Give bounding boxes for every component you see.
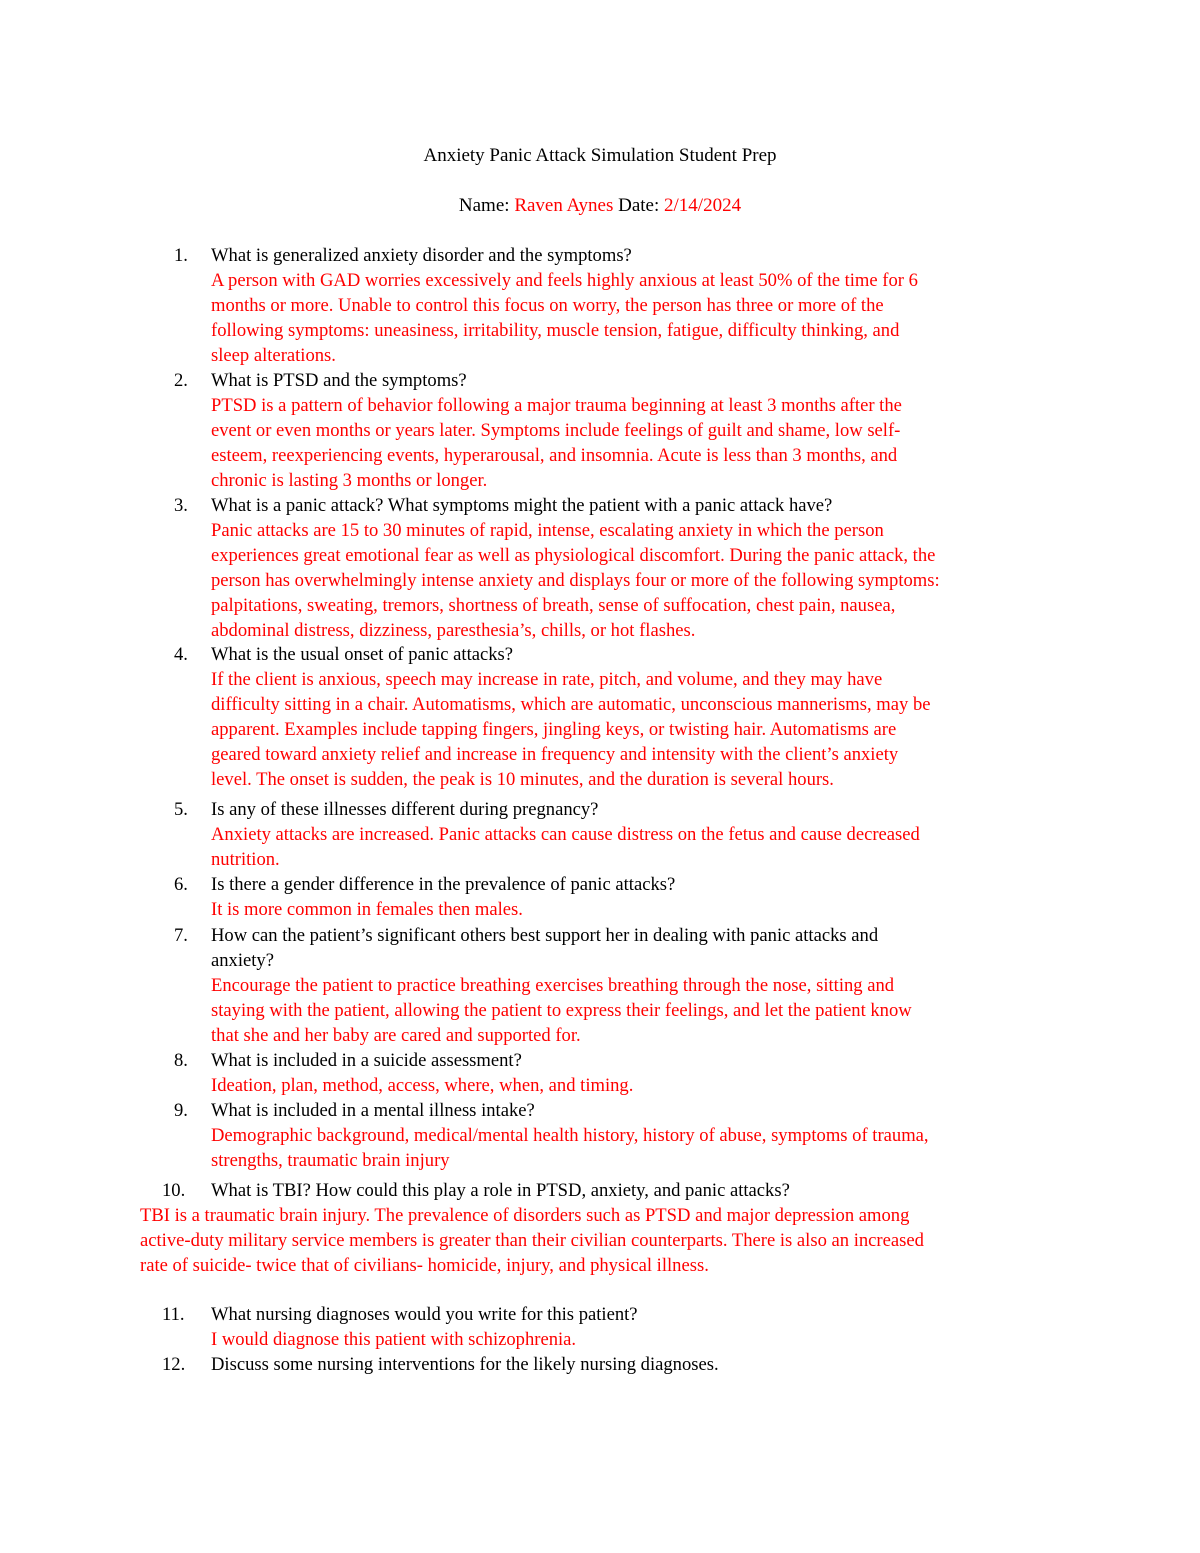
question-line: What is generalized anxiety disorder and the symptoms? [211, 245, 632, 266]
answer-line: abdominal distress, dizziness, paresthesia’s, chills, or hot flashes. [211, 620, 696, 641]
question-line: What is a panic attack? What symptoms might the patient with a panic attack have? [211, 495, 833, 516]
answer-line: that she and her baby are cared and supported for. [211, 1025, 581, 1046]
question-line: How can the patient’s significant others best support her in dealing with panic attacks and [211, 925, 879, 946]
item-number: 12. [162, 1354, 186, 1375]
question-line: Is any of these illnesses different during pregnancy? [211, 799, 599, 820]
answer-line: apparent. Examples include tapping fingers, jingling keys, or twisting hair. Automatisms are [211, 719, 897, 740]
answer-line: If the client is anxious, speech may increase in rate, pitch, and volume, and they may have [211, 669, 883, 690]
answer-line: active-duty military service members is greater than their civilian counterparts. There is also an increased [140, 1230, 924, 1251]
question-text [211, 1352, 1071, 1377]
name-date-line [0, 193, 1200, 218]
question-line: Discuss some nursing interventions for the likely nursing diagnoses. [211, 1354, 719, 1375]
answer-line: Ideation, plan, method, access, where, when, and timing. [211, 1075, 634, 1096]
answer-text [211, 268, 1071, 368]
question-line: What is included in a suicide assessment? [211, 1050, 522, 1071]
answer-text [211, 897, 1071, 922]
answer-line: sleep alterations. [211, 345, 336, 366]
answer-line: level. The onset is sudden, the peak is 10 minutes, and the duration is several hours. [211, 769, 834, 790]
answer-line: months or more. Unable to control this focus on worry, the person has three or more of the [211, 295, 884, 316]
question-text [211, 923, 1071, 973]
date-label: Date: [613, 195, 665, 216]
question-text [211, 797, 1071, 822]
date-value: 2/14/2024 [664, 195, 742, 216]
answer-line: chronic is lasting 3 months or longer. [211, 470, 488, 491]
question-text [211, 243, 1071, 268]
answer-line: A person with GAD worries excessively and feels highly anxious at least 50% of the time for 6 [211, 270, 918, 291]
question-text [211, 872, 1071, 897]
answer-text [140, 1203, 1060, 1278]
answer-line: Panic attacks are 15 to 30 minutes of rapid, intense, escalating anxiety in which the person [211, 520, 884, 541]
question-text [211, 368, 1071, 393]
question-text [211, 1098, 1071, 1123]
item-number: 2. [174, 370, 188, 391]
answer-line: staying with the patient, allowing the patient to express their feelings, and let the patient know [211, 1000, 912, 1021]
answer-line: esteem, reexperiencing events, hyperarousal, and insomnia. Acute is less than 3 months, and [211, 445, 898, 466]
answer-line: person has overwhelmingly intense anxiety and displays four or more of the following symptoms: [211, 570, 940, 591]
item-number: 3. [174, 495, 188, 516]
question-line: What is the usual onset of panic attacks? [211, 644, 514, 665]
question-text [211, 1302, 1071, 1327]
answer-text [211, 973, 1071, 1048]
item-number: 1. [174, 245, 188, 266]
item-number: 9. [174, 1100, 188, 1121]
answer-line: rate of suicide- twice that of civilians- homicide, injury, and physical illness. [140, 1255, 709, 1276]
answer-line: difficulty sitting in a chair. Automatisms, which are automatic, unconscious mannerisms, may be [211, 694, 931, 715]
question-text [211, 642, 1071, 667]
answer-text [211, 1327, 1071, 1352]
answer-line: I would diagnose this patient with schizophrenia. [211, 1329, 577, 1350]
answer-line: Anxiety attacks are increased. Panic attacks can cause distress on the fetus and cause decreased [211, 824, 920, 845]
question-line: anxiety? [211, 950, 274, 971]
item-number: 8. [174, 1050, 188, 1071]
item-number: 5. [174, 799, 188, 820]
question-line: Is there a gender difference in the prevalence of panic attacks? [211, 874, 676, 895]
answer-line: following symptoms: uneasiness, irritability, muscle tension, fatigue, difficulty thinking, and [211, 320, 900, 341]
question-text [211, 1178, 1071, 1203]
answer-line: strengths, traumatic brain injury [211, 1150, 450, 1171]
question-line: What is included in a mental illness intake? [211, 1100, 535, 1121]
item-number: 6. [174, 874, 188, 895]
item-number: 10. [162, 1180, 186, 1201]
answer-text [211, 1073, 1071, 1098]
answer-text [211, 518, 1071, 643]
question-text [211, 493, 1071, 518]
question-line: What is PTSD and the symptoms? [211, 370, 467, 391]
answer-line: PTSD is a pattern of behavior following a major trauma beginning at least 3 months after the [211, 395, 902, 416]
question-line: What nursing diagnoses would you write for this patient? [211, 1304, 638, 1325]
answer-line: event or even months or years later. Symptoms include feelings of guilt and shame, low self- [211, 420, 901, 441]
answer-line: experiences great emotional fear as well as physiological discomfort. During the panic attack, the [211, 545, 936, 566]
answer-line: It is more common in females then males. [211, 899, 523, 920]
item-number: 7. [174, 925, 188, 946]
answer-line: Encourage the patient to practice breathing exercises breathing through the nose, sitting and [211, 975, 895, 996]
answer-text [211, 667, 1071, 792]
answer-text [211, 822, 1071, 872]
answer-text [211, 1123, 1071, 1173]
name-value: Raven Aynes [514, 195, 614, 216]
document-title: Anxiety Panic Attack Simulation Student Prep [423, 145, 777, 166]
question-text [211, 1048, 1071, 1073]
name-label: Name: [458, 195, 515, 216]
answer-text [211, 393, 1071, 493]
item-number: 11. [162, 1304, 185, 1325]
answer-line: nutrition. [211, 849, 280, 870]
question-line: What is TBI? How could this play a role in PTSD, anxiety, and panic attacks? [211, 1180, 790, 1201]
answer-line: palpitations, sweating, tremors, shortness of breath, sense of suffocation, chest pain, nausea, [211, 595, 896, 616]
answer-line: TBI is a traumatic brain injury. The prevalence of disorders such as PTSD and major depression among [140, 1205, 910, 1226]
answer-line: geared toward anxiety relief and increase in frequency and intensity with the client’s anxiety [211, 744, 899, 765]
item-number: 4. [174, 644, 188, 665]
answer-line: Demographic background, medical/mental health history, history of abuse, symptoms of trauma, [211, 1125, 929, 1146]
